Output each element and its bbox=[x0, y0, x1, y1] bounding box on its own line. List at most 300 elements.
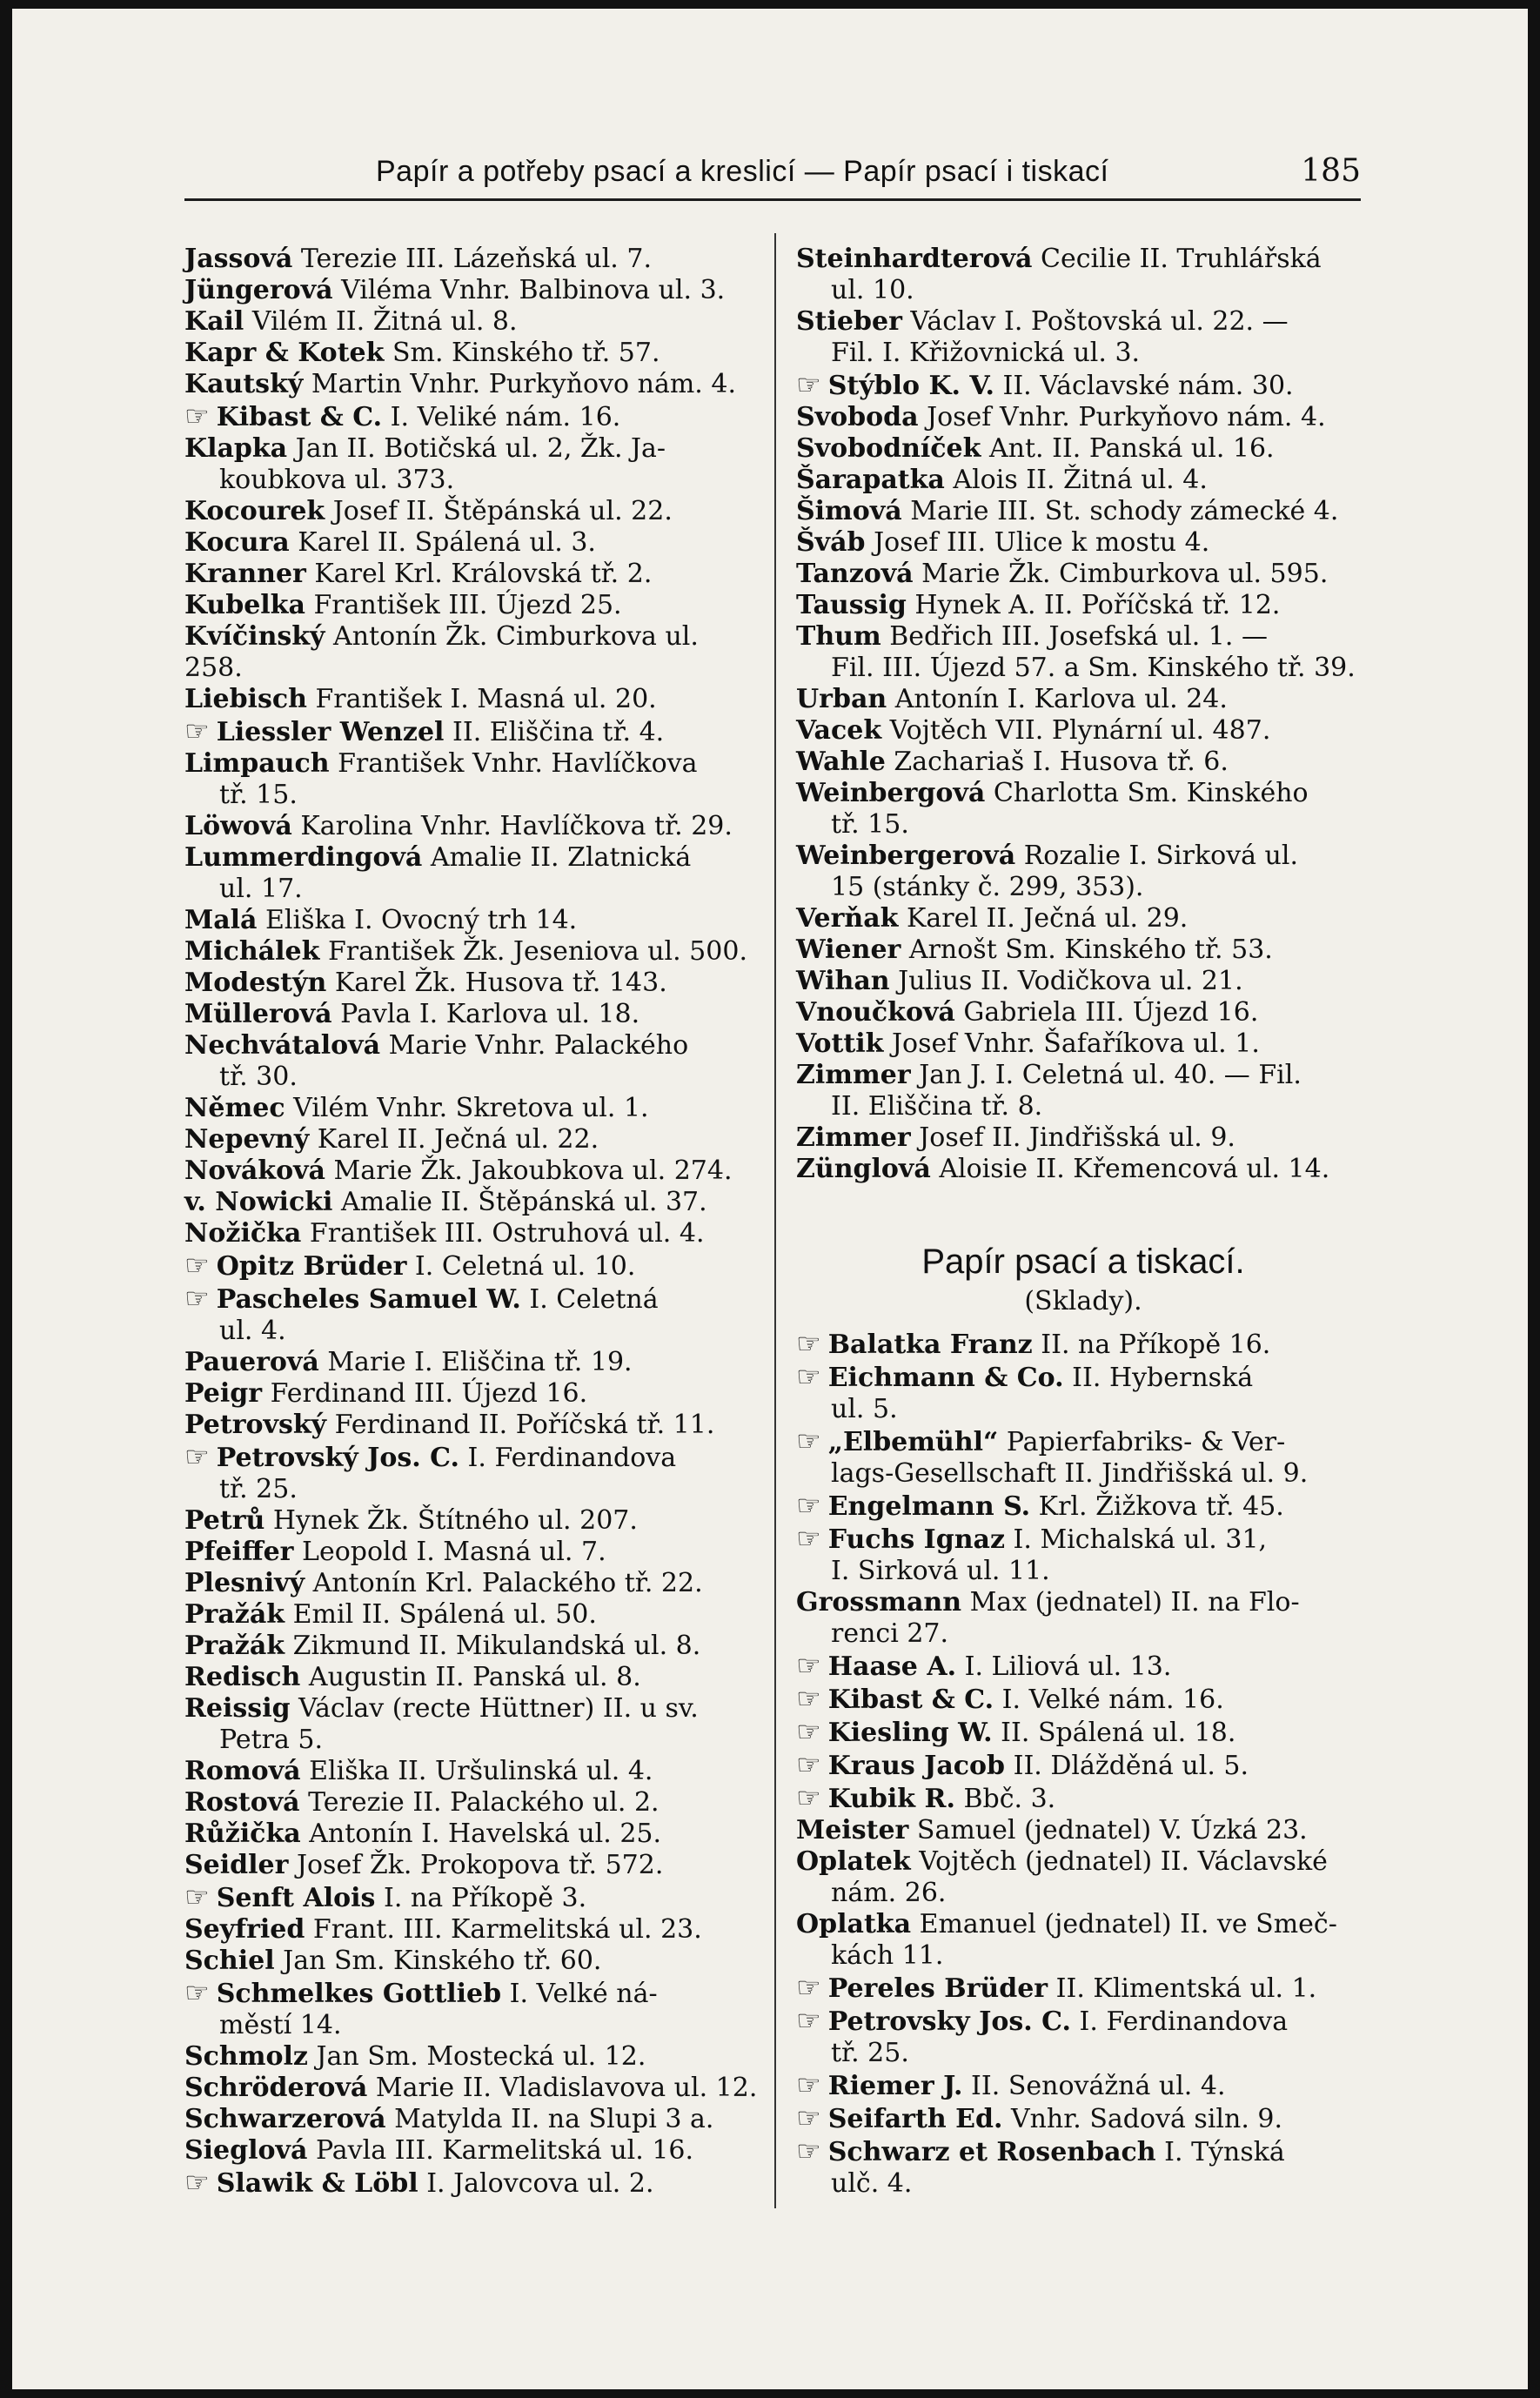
entry-details: I. Týnská bbox=[1164, 2137, 1285, 2167]
directory-entry bbox=[796, 1587, 1370, 1650]
entry-details: František Žk. Jeseniova ul. 500. bbox=[327, 936, 747, 967]
entry-details: Emanuel (jednatel) II. ve Smeč- bbox=[919, 1909, 1337, 1939]
entry-name: „Elbemühl“ bbox=[827, 1427, 999, 1457]
entry-details: Alois II. Žitná ul. 4. bbox=[953, 465, 1208, 495]
entry-details: Leopold I. Masná ul. 7. bbox=[302, 1537, 606, 1567]
entry-details: Emil II. Spálená ul. 50. bbox=[292, 1599, 597, 1630]
entry-name: Redisch bbox=[184, 1662, 301, 1692]
entry-name: v. Nowicki bbox=[184, 1187, 333, 1217]
entry-details: I. Ferdinandova bbox=[467, 1443, 677, 1473]
entry-continuation: tř. 25. bbox=[219, 1474, 298, 1504]
entry-name: Wiener bbox=[796, 934, 901, 965]
directory-entry bbox=[184, 496, 759, 527]
left-column bbox=[184, 244, 759, 2200]
directory-entry bbox=[184, 715, 759, 748]
entry-details: II. Spálená ul. 18. bbox=[1001, 1718, 1236, 1748]
entry-details: I. Celetná bbox=[529, 1284, 659, 1315]
header-rule bbox=[184, 198, 1361, 201]
entry-details: Eliška I. Ovocný trh 14. bbox=[265, 905, 578, 935]
directory-entry bbox=[184, 968, 759, 999]
directory-entry bbox=[184, 1599, 759, 1631]
entry-name: Liebisch bbox=[184, 684, 307, 714]
entry-continuation: ul. 10. bbox=[831, 275, 914, 305]
entry-details: Antonín I. Havelská ul. 25. bbox=[309, 1819, 662, 1849]
directory-entry bbox=[796, 934, 1370, 966]
directory-entry bbox=[796, 2135, 1370, 2200]
directory-entry bbox=[184, 1914, 759, 1946]
entry-continuation: renci 27. bbox=[831, 1618, 949, 1649]
directory-entry bbox=[184, 1946, 759, 1977]
entry-name: Balatka Franz bbox=[827, 1330, 1033, 1360]
directory-entry bbox=[796, 1815, 1370, 1846]
entry-details: II. Senovážná ul. 4. bbox=[971, 2071, 1226, 2101]
entry-name: Sieglová bbox=[184, 2135, 308, 2166]
directory-entry bbox=[184, 1410, 759, 1441]
directory-entry bbox=[184, 559, 759, 590]
entry-details: František III. Ostruhová ul. 4. bbox=[309, 1218, 705, 1249]
entry-details: Vnhr. Sadová siln. 9. bbox=[1010, 2104, 1283, 2134]
entry-details: Augustin II. Panská ul. 8. bbox=[308, 1662, 641, 1692]
entry-name: Kiesling W. bbox=[827, 1718, 993, 1748]
directory-entry bbox=[184, 1537, 759, 1568]
entry-name: Svobodníček bbox=[796, 433, 981, 464]
entry-details: Matylda II. na Slupi 3 a. bbox=[394, 2104, 714, 2134]
entry-details: Vojtěch (jednatel) II. Václavské bbox=[919, 1846, 1328, 1877]
entry-details: I. Veliké nám. 16. bbox=[390, 402, 621, 432]
page-header bbox=[184, 146, 1361, 198]
entry-details: Bedřich III. Josefská ul. 1. — bbox=[889, 621, 1268, 652]
directory-entry bbox=[796, 1749, 1370, 1782]
directory-entry bbox=[184, 1441, 759, 1505]
entry-details: Ferdinand III. Újezd 16. bbox=[270, 1378, 588, 1409]
entry-continuation: lags-Gesellschaft II. Jindřišská ul. 9. bbox=[831, 1458, 1309, 1489]
entry-name: Lummerdingová bbox=[184, 842, 423, 873]
entry-continuation: 15 (stánky č. 299, 353). bbox=[831, 872, 1144, 902]
entry-details: Julius II. Vodičkova ul. 21. bbox=[898, 966, 1243, 996]
directory-entry bbox=[184, 1850, 759, 1881]
entry-name: Kvíčinský bbox=[184, 621, 325, 652]
entry-name: Kapr & Kotek bbox=[184, 338, 385, 368]
entry-name: Zimmer bbox=[796, 1122, 911, 1153]
directory-entry bbox=[184, 2135, 759, 2167]
directory-entry bbox=[184, 1977, 759, 2041]
entry-details: Amalie II. Zlatnická bbox=[430, 842, 692, 873]
entry-name: Kraus Jacob bbox=[827, 1751, 1006, 1781]
section-title: Papír psací a tiskací. bbox=[921, 1243, 1245, 1281]
directory-entry bbox=[796, 559, 1370, 590]
entry-name: Eichmann & Co. bbox=[827, 1363, 1064, 1393]
entry-details: Terezie III. Lázeňská ul. 7. bbox=[300, 244, 652, 274]
entry-details: Vilém Vnhr. Skretova ul. 1. bbox=[293, 1093, 649, 1123]
directory-entry bbox=[796, 1716, 1370, 1749]
entry-name: Pražák bbox=[184, 1631, 285, 1661]
pointing-hand-icon: ☞ bbox=[796, 1360, 821, 1393]
entry-name: Svoboda bbox=[796, 402, 919, 432]
directory-entry bbox=[184, 1124, 759, 1155]
entry-details: Martin Vnhr. Purkyňovo nám. 4. bbox=[311, 369, 736, 399]
pointing-hand-icon: ☞ bbox=[184, 714, 210, 747]
entry-details: František Vnhr. Havlíčkova bbox=[338, 748, 698, 779]
entry-details: I. Celetná ul. 10. bbox=[414, 1251, 636, 1282]
directory-entry bbox=[184, 1568, 759, 1599]
entry-name: Seifarth Ed. bbox=[827, 2104, 1003, 2134]
entry-name: Oplatek bbox=[796, 1846, 911, 1877]
entry-name: Limpauch bbox=[184, 748, 330, 779]
directory-entry bbox=[796, 306, 1370, 369]
entry-name: Riemer J. bbox=[827, 2071, 963, 2101]
entry-name: Kubelka bbox=[184, 590, 305, 620]
entry-details: Amalie II. Štěpánská ul. 37. bbox=[340, 1187, 707, 1217]
entry-details: Josef Žk. Prokopova tř. 572. bbox=[296, 1850, 664, 1880]
entry-name: Zimmer bbox=[796, 1060, 911, 1090]
directory-entry bbox=[796, 1122, 1370, 1154]
pointing-hand-icon: ☞ bbox=[184, 1282, 210, 1315]
directory-entry bbox=[184, 1283, 759, 1347]
entry-name: Müllerová bbox=[184, 999, 332, 1029]
directory-entry bbox=[184, 999, 759, 1030]
entry-name: Malá bbox=[184, 905, 258, 935]
entry-name: Haase A. bbox=[827, 1651, 957, 1682]
entry-name: Romová bbox=[184, 1756, 301, 1786]
pointing-hand-icon: ☞ bbox=[184, 1880, 210, 1913]
entry-details: Sm. Kinského tř. 57. bbox=[392, 338, 660, 368]
entry-name: Vnoučková bbox=[796, 997, 955, 1028]
entry-continuation: ul. 17. bbox=[219, 874, 303, 904]
directory-entry bbox=[184, 811, 759, 842]
entry-details: Vilém II. Žitná ul. 8. bbox=[251, 306, 518, 337]
entry-details: Josef Vnhr. Purkyňovo nám. 4. bbox=[927, 402, 1326, 432]
entry-name: Zünglová bbox=[796, 1154, 931, 1184]
entry-continuation: I. Sirková ul. 11. bbox=[831, 1556, 1050, 1586]
entry-name: Oplatka bbox=[796, 1909, 912, 1939]
entry-details: Josef II. Štěpánská ul. 22. bbox=[332, 496, 673, 526]
entry-continuation: nám. 26. bbox=[831, 1878, 947, 1908]
directory-entry bbox=[796, 244, 1370, 306]
pointing-hand-icon: ☞ bbox=[796, 2101, 821, 2134]
entry-continuation: tř. 30. bbox=[219, 1062, 298, 1092]
entry-details: Antonín Žk. Cimburkova ul. 258. bbox=[184, 621, 699, 683]
section-subtitle: (Sklady). bbox=[1024, 1286, 1142, 1316]
entry-name: Meister bbox=[796, 1815, 909, 1845]
directory-entry bbox=[184, 306, 759, 338]
entry-name: Urban bbox=[796, 684, 887, 714]
entry-details: František I. Masná ul. 20. bbox=[315, 684, 657, 714]
directory-entry bbox=[796, 2069, 1370, 2102]
entry-name: Steinhardterová bbox=[796, 244, 1033, 274]
entry-name: Kranner bbox=[184, 559, 306, 589]
directory-entry bbox=[796, 903, 1370, 934]
running-title: Papír a potřeby psací a kreslicí — Papír psací i tiskací bbox=[376, 155, 1109, 188]
directory-entry bbox=[184, 2104, 759, 2135]
entry-name: Senft Alois bbox=[216, 1883, 376, 1913]
entry-name: Němec bbox=[184, 1093, 285, 1123]
right-column bbox=[796, 244, 1370, 2200]
entry-name: Wihan bbox=[796, 966, 890, 996]
entry-details: Terezie II. Palackého ul. 2. bbox=[308, 1787, 660, 1818]
entry-name: Taussig bbox=[796, 590, 907, 620]
pointing-hand-icon: ☞ bbox=[796, 2068, 821, 2101]
pointing-hand-icon: ☞ bbox=[796, 1781, 821, 1814]
entry-details: I. Liliová ul. 13. bbox=[964, 1651, 1172, 1682]
directory-entry bbox=[184, 905, 759, 936]
directory-entry bbox=[796, 715, 1370, 747]
entry-name: Pereles Brüder bbox=[827, 1973, 1048, 2004]
directory-entry bbox=[796, 1909, 1370, 1972]
entry-name: Klapka bbox=[184, 433, 288, 464]
directory-entry bbox=[796, 1782, 1370, 1815]
entry-details: Viléma Vnhr. Balbinova ul. 3. bbox=[341, 275, 726, 305]
entry-continuation: městí 14. bbox=[219, 2010, 342, 2040]
entry-details: Marie Žk. Jakoubkova ul. 274. bbox=[333, 1155, 733, 1186]
entry-details: Cecilie II. Truhlářská bbox=[1041, 244, 1322, 274]
directory-entry bbox=[184, 1093, 759, 1124]
directory-entry bbox=[184, 1631, 759, 1662]
entry-name: Nechvátalová bbox=[184, 1030, 381, 1061]
entry-details: Karel Žk. Husova tř. 143. bbox=[334, 968, 667, 998]
pointing-hand-icon: ☞ bbox=[184, 1440, 210, 1473]
entry-details: Vojtěch VII. Plynární ul. 487. bbox=[889, 715, 1271, 746]
entry-name: Engelmann S. bbox=[827, 1491, 1031, 1522]
entry-name: Růžička bbox=[184, 1819, 301, 1849]
entry-name: Vacek bbox=[796, 715, 882, 746]
entry-name: Šváb bbox=[796, 527, 866, 558]
entry-details: II. Eliščina tř. 4. bbox=[452, 717, 665, 747]
entry-details: Krl. Žižkova tř. 45. bbox=[1038, 1491, 1284, 1522]
entry-name: Schwarzerová bbox=[184, 2104, 386, 2134]
pointing-hand-icon: ☞ bbox=[796, 2004, 821, 2037]
directory-entry bbox=[184, 369, 759, 400]
entry-name: Nožička bbox=[184, 1218, 302, 1249]
entry-name: Kibast & C. bbox=[216, 402, 383, 432]
entry-details: II. Dlážděná ul. 5. bbox=[1013, 1751, 1249, 1781]
entry-name: Šimová bbox=[796, 496, 902, 526]
entry-details: Karolina Vnhr. Havlíčkova tř. 29. bbox=[300, 811, 733, 841]
entry-name: Pfeiffer bbox=[184, 1537, 294, 1567]
directory-entry bbox=[184, 1505, 759, 1537]
page-number: 185 bbox=[1301, 153, 1361, 189]
entry-continuation: tř. 15. bbox=[219, 780, 298, 810]
pointing-hand-icon: ☞ bbox=[796, 1682, 821, 1715]
directory-entry bbox=[796, 433, 1370, 465]
entry-name: Jüngerová bbox=[184, 275, 333, 305]
entry-details: I. Velké ná- bbox=[509, 1979, 658, 2009]
entry-continuation: tř. 25. bbox=[831, 2038, 909, 2068]
column-divider bbox=[774, 233, 776, 2208]
entry-name: Schmelkes Gottlieb bbox=[216, 1979, 502, 2009]
directory-entry bbox=[184, 1249, 759, 1283]
entry-name: Petrů bbox=[184, 1505, 265, 1536]
directory-entry bbox=[184, 1030, 759, 1093]
entry-details: František III. Újezd 25. bbox=[313, 590, 622, 620]
entry-details: Marie Žk. Cimburkova ul. 595. bbox=[921, 559, 1329, 589]
directory-entry bbox=[184, 2041, 759, 2073]
directory-entry bbox=[184, 621, 759, 684]
entry-continuation: Petra 5. bbox=[219, 1725, 324, 1755]
entry-details: I. Velké nám. 16. bbox=[1001, 1685, 1224, 1715]
directory-entry bbox=[184, 1787, 759, 1819]
directory-entry bbox=[796, 966, 1370, 997]
entry-name: Šarapatka bbox=[796, 465, 945, 495]
directory-entry bbox=[796, 590, 1370, 621]
directory-entry bbox=[796, 1154, 1370, 1185]
entry-name: Jassová bbox=[184, 244, 293, 274]
entry-continuation: koubkova ul. 373. bbox=[219, 465, 455, 495]
directory-entry bbox=[796, 402, 1370, 433]
entry-details: Zachariaš I. Husova tř. 6. bbox=[894, 747, 1229, 777]
directory-entry bbox=[796, 841, 1370, 903]
entry-name: Slawik & Löbl bbox=[216, 2168, 418, 2199]
entry-details: I. Jalovcova ul. 2. bbox=[426, 2168, 654, 2199]
directory-entry bbox=[184, 338, 759, 369]
directory-entry bbox=[796, 1683, 1370, 1716]
entry-details: Josef II. Jindřišská ul. 9. bbox=[919, 1122, 1235, 1153]
entry-details: Samuel (jednatel) V. Úzká 23. bbox=[916, 1815, 1308, 1845]
entry-continuation: ul. 4. bbox=[219, 1316, 286, 1346]
entry-details: Antonín Krl. Palackého tř. 22. bbox=[312, 1568, 703, 1598]
directory-entry bbox=[184, 1155, 759, 1187]
directory-entry bbox=[184, 748, 759, 811]
entry-details: Marie II. Vladislavova ul. 12. bbox=[375, 2073, 758, 2103]
directory-entry bbox=[796, 527, 1370, 559]
entry-details: Antonín I. Karlova ul. 24. bbox=[894, 684, 1228, 714]
entry-name: Nepevný bbox=[184, 1124, 310, 1155]
pointing-hand-icon: ☞ bbox=[796, 1715, 821, 1748]
entry-name: Modestýn bbox=[184, 968, 327, 998]
directory-entry bbox=[796, 465, 1370, 496]
entry-details: Ant. II. Panská ul. 16. bbox=[988, 433, 1275, 464]
directory-entry bbox=[796, 1650, 1370, 1683]
entry-details: Josef Vnhr. Šafaříkova ul. 1. bbox=[891, 1028, 1260, 1059]
directory-entry bbox=[796, 2005, 1370, 2069]
entry-details: Pavla I. Karlova ul. 18. bbox=[340, 999, 640, 1029]
entry-name: Michálek bbox=[184, 936, 320, 967]
directory-entry bbox=[184, 1881, 759, 1914]
directory-entry bbox=[184, 1756, 759, 1787]
directory-entry bbox=[796, 1361, 1370, 1425]
pointing-hand-icon: ☞ bbox=[796, 2134, 821, 2167]
entry-name: Verňak bbox=[796, 903, 899, 934]
directory-entry bbox=[796, 1523, 1370, 1587]
entry-name: Kocourek bbox=[184, 496, 325, 526]
entry-name: Löwová bbox=[184, 811, 292, 841]
entry-details: Hynek A. II. Poříčská tř. 12. bbox=[914, 590, 1281, 620]
entry-name: Wahle bbox=[796, 747, 886, 777]
entry-details: Hynek Žk. Štítného ul. 207. bbox=[272, 1505, 638, 1536]
directory-entry bbox=[796, 1060, 1370, 1122]
entry-name: Tanzová bbox=[796, 559, 914, 589]
entry-details: I. na Příkopě 3. bbox=[383, 1883, 587, 1913]
entry-details: II. Klimentská ul. 1. bbox=[1055, 1973, 1317, 2004]
entry-continuation: kách 11. bbox=[831, 1940, 944, 1971]
directory-entry bbox=[184, 275, 759, 306]
section-list bbox=[796, 1328, 1370, 2200]
entry-details: Pavla III. Karmelitská ul. 16. bbox=[315, 2135, 694, 2166]
entry-name: Grossmann bbox=[796, 1587, 962, 1618]
directory-entry bbox=[184, 1347, 759, 1378]
directory-entry bbox=[796, 1028, 1370, 1060]
entry-name: Weinbergerová bbox=[796, 841, 1016, 871]
entry-details: I. Michalská ul. 31, bbox=[1013, 1524, 1268, 1555]
entry-details: Jan Sm. Kinského tř. 60. bbox=[283, 1946, 602, 1976]
entry-continuation: Fil. I. Křižovnická ul. 3. bbox=[831, 338, 1141, 368]
entry-details: Papierfabriks- & Ver- bbox=[1006, 1427, 1286, 1457]
entry-name: Stieber bbox=[796, 306, 902, 337]
entry-details: Aloisie II. Křemencová ul. 14. bbox=[939, 1154, 1330, 1184]
pointing-hand-icon: ☞ bbox=[184, 1976, 210, 2009]
pointing-hand-icon: ☞ bbox=[796, 1649, 821, 1682]
entry-name: Plesnivý bbox=[184, 1568, 305, 1598]
directory-entry bbox=[796, 1846, 1370, 1909]
pointing-hand-icon: ☞ bbox=[184, 1249, 210, 1282]
entry-name: Nováková bbox=[184, 1155, 325, 1186]
entry-name: Pražák bbox=[184, 1599, 285, 1630]
entry-name: Schwarz et Rosenbach bbox=[827, 2137, 1156, 2167]
entry-name: Schiel bbox=[184, 1946, 275, 1976]
pointing-hand-icon: ☞ bbox=[796, 368, 821, 401]
directory-entry bbox=[184, 1218, 759, 1249]
entry-name: Rostová bbox=[184, 1787, 300, 1818]
pointing-hand-icon: ☞ bbox=[796, 1971, 821, 2004]
entry-details: Marie Vnhr. Palackého bbox=[388, 1030, 689, 1061]
entry-name: Stýblo K. V. bbox=[827, 371, 994, 401]
directory-entry bbox=[796, 2102, 1370, 2135]
directory-entry bbox=[796, 1972, 1370, 2005]
pointing-hand-icon: ☞ bbox=[796, 1748, 821, 1781]
entry-name: Pauerová bbox=[184, 1347, 319, 1377]
directory-entry bbox=[184, 842, 759, 905]
directory-entry bbox=[184, 2167, 759, 2200]
entry-details: Václav I. Poštovská ul. 22. — bbox=[910, 306, 1289, 337]
directory-entry bbox=[184, 590, 759, 621]
entry-continuation: ulč. 4. bbox=[831, 2168, 913, 2199]
entry-name: Kautský bbox=[184, 369, 304, 399]
entry-name: Kocura bbox=[184, 527, 290, 558]
entry-name: Kail bbox=[184, 306, 244, 337]
entry-details: Charlotta Sm. Kinského bbox=[993, 778, 1309, 808]
entry-details: Josef III. Ulice k mostu 4. bbox=[874, 527, 1210, 558]
entry-name: Pascheles Samuel W. bbox=[216, 1284, 521, 1315]
directory-entry bbox=[184, 1819, 759, 1850]
pointing-hand-icon: ☞ bbox=[796, 1424, 821, 1457]
entry-continuation: tř. 15. bbox=[831, 809, 909, 840]
entry-details: Gabriela III. Újezd 16. bbox=[963, 997, 1259, 1028]
directory-entry bbox=[184, 1693, 759, 1756]
entry-name: Seidler bbox=[184, 1850, 289, 1880]
pointing-hand-icon: ☞ bbox=[796, 1522, 821, 1555]
directory-entry bbox=[184, 1662, 759, 1693]
directory-entry bbox=[796, 684, 1370, 715]
entry-name: Seyfried bbox=[184, 1914, 305, 1945]
directory-entry bbox=[796, 1425, 1370, 1490]
entry-details: II. Václavské nám. 30. bbox=[1002, 371, 1294, 401]
entry-details: II. na Příkopě 16. bbox=[1041, 1330, 1271, 1360]
directory-entry bbox=[796, 997, 1370, 1028]
entry-continuation: Fil. III. Újezd 57. a Sm. Kinského tř. 39. bbox=[831, 653, 1356, 683]
directory-entry bbox=[184, 2073, 759, 2104]
entry-details: Rozalie I. Sirková ul. bbox=[1023, 841, 1299, 871]
entry-details: I. Ferdinandova bbox=[1079, 2006, 1289, 2037]
directory-entry bbox=[184, 400, 759, 433]
entry-name: Fuchs Ignaz bbox=[827, 1524, 1005, 1555]
entry-details: Bbč. 3. bbox=[963, 1784, 1056, 1814]
entry-name: Vottik bbox=[796, 1028, 884, 1059]
directory-entry bbox=[796, 1490, 1370, 1523]
pointing-hand-icon: ☞ bbox=[796, 1489, 821, 1522]
directory-entry bbox=[796, 778, 1370, 841]
directory-entry bbox=[184, 1187, 759, 1218]
entry-details: Arnošt Sm. Kinského tř. 53. bbox=[908, 934, 1273, 965]
directory-entry bbox=[184, 684, 759, 715]
